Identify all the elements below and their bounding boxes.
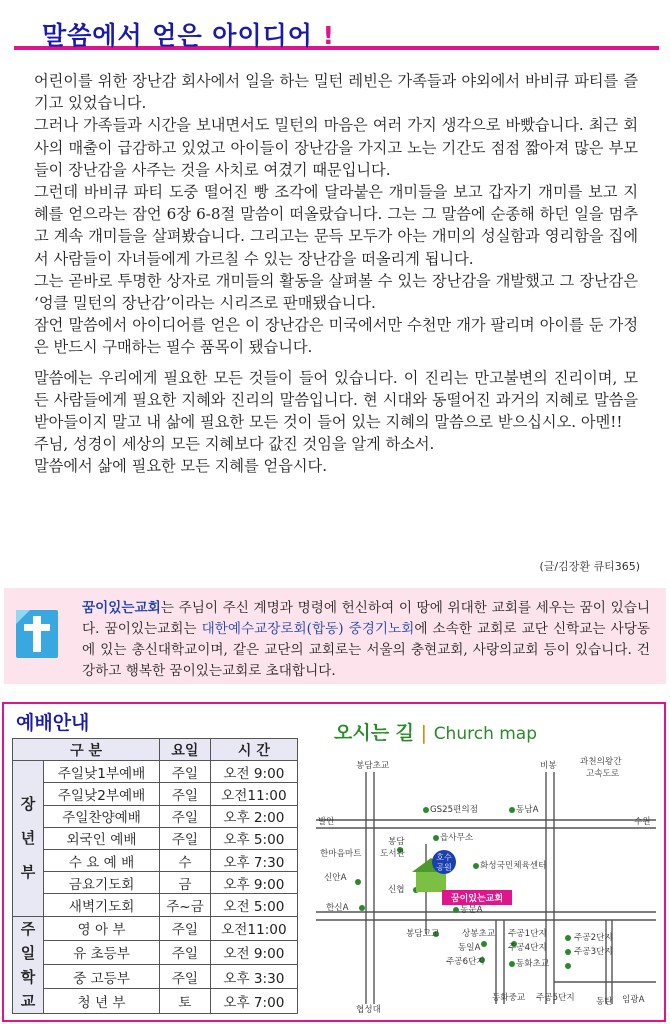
svg-text:주공1단지: 주공1단지: [508, 929, 547, 939]
page-title: 말씀에서 얻은 아이디어 !: [42, 21, 336, 50]
svg-text:한신A: 한신A: [326, 903, 349, 913]
service-day: 토: [160, 989, 211, 1013]
svg-text:수원: 수원: [634, 817, 651, 827]
paragraph: 그런데 바비큐 파티 도중 떨어진 빵 조각에 달라붙은 개미들을 보고 갑자기 개미를 보고 지혜를 얻으라는 잠언 6장 6-8절 말씀이 떠올랐습니다. 그는 그 말씀에 순종해 하던 일을 멈추고 계속 개미들을 살펴봤습니다. 그리고는 문득 모두가 아는 개미의 성실함과 영리함을 집에서 사람들이 자녀들에게 가르칠 수 있는 장난감을 떠올리게 됩니다.: [34, 183, 638, 268]
svg-text:읍사무소: 읍사무소: [440, 833, 474, 843]
map-title: 오시는 길 | Church map: [334, 722, 538, 744]
svg-text:동일A: 동일A: [458, 943, 481, 953]
paragraph: 그는 곧바로 투명한 상자로 개미들의 활동을 살펴볼 수 있는 장난감을 개발했고 그 장난감은 ‘엉클 밀턴의 장난감’이라는 시리즈로 판매됐습니다.: [34, 271, 638, 313]
header-category: 구 분: [13, 739, 160, 761]
service-name: 중 고등부: [44, 965, 160, 989]
service-time: 오전11:00: [210, 783, 297, 805]
svg-text:동화중교: 동화중교: [492, 993, 526, 1003]
svg-text:봉담고교: 봉담고교: [406, 929, 440, 939]
service-time: 오후 7:00: [210, 989, 297, 1013]
svg-text:협성대: 협성대: [356, 1005, 381, 1015]
service-day: 주일: [160, 965, 211, 989]
svg-text:한마음마트: 한마음마트: [320, 849, 362, 859]
paragraph: 그러나 가족들과 시간을 보내면서도 밀턴의 마음은 여러 가지 생각으로 바빴습니다. 최근 회사의 매출이 급감하고 있었고 아이들이 장난감을 가지고 노는 기간도 점점 짧아져 많은 부모들이 장난감을 사주는 것을 사치로 여겼기 때문입니다.: [34, 116, 638, 179]
service-day: 주~금: [160, 894, 211, 916]
svg-text:봉담: 봉담: [388, 837, 405, 847]
svg-text:주공5단지: 주공5단지: [536, 993, 575, 1003]
svg-text:화성국민체육센터: 화성국민체육센터: [480, 861, 547, 871]
denomination: 대한예수교장로회(합동) 중경기노회: [201, 621, 415, 637]
service-day: 주일: [160, 761, 211, 783]
service-day: 주일: [160, 940, 211, 964]
service-day: 주일: [160, 783, 211, 805]
svg-text:고속도로: 고속도로: [586, 769, 620, 779]
service-day: 금: [160, 872, 211, 894]
service-time: 오전 9:00: [210, 761, 297, 783]
service-time: 오전 9:00: [210, 940, 297, 964]
service-time: 오후 5:00: [210, 827, 297, 849]
article-body: [34, 70, 638, 478]
svg-text:주공6단지: 주공6단지: [446, 957, 485, 967]
worship-title: 예배안내: [16, 712, 90, 734]
svg-text:동화초교: 동화초교: [516, 959, 550, 969]
service-name: 수 요 예 배: [44, 849, 160, 871]
svg-text:상봉초교: 상봉초교: [462, 929, 496, 939]
service-time: 오후 2:00: [210, 805, 297, 827]
service-day: 주일: [160, 827, 211, 849]
svg-text:과천의왕간: 과천의왕간: [580, 757, 622, 767]
service-name: 주일낮1부예배: [44, 761, 160, 783]
service-time: 오후 3:30: [210, 965, 297, 989]
svg-text:공원: 공원: [436, 863, 452, 872]
svg-text:신협: 신협: [388, 885, 405, 895]
church-intro-band: [4, 588, 666, 684]
service-time: 오후 9:00: [210, 872, 297, 894]
worship-schedule-table: [12, 738, 298, 1014]
svg-text:동문A: 동문A: [460, 905, 483, 915]
service-name: 청 년 부: [44, 989, 160, 1013]
cross-icon: [16, 610, 58, 658]
service-name: 유 초등부: [44, 940, 160, 964]
service-name: 외국인 예배: [44, 827, 160, 849]
service-time: 오전11:00: [210, 916, 297, 940]
church-intro-text: 꿈이있는교회는 주님이 주신 계명과 명령에 헌신하여 이 땅에 위대한 교회를 세우는 꿈이 있습니다. 꿈이있는교회는 대한예수교장로회(합동) 중경기노회에 소속한 교회로 교단 신학교는 사당동에 있는 총신대학교이며, 같은 교단의 교회로는 서울의 충현교회, 사랑의교회 등이 있습니다. 건강하고 행복한 꿈이있는교회로 초대합니다.: [82, 600, 650, 679]
svg-text:주공2단지: 주공2단지: [574, 933, 613, 943]
paragraph: 말씀에서 삶에 필요한 모든 지혜를 얻읍시다.: [34, 457, 328, 476]
service-name: 영 아 부: [44, 916, 160, 940]
svg-text:주공3단지: 주공3단지: [574, 947, 613, 957]
info-panel: [2, 702, 666, 1022]
svg-text:신안A: 신안A: [324, 873, 347, 883]
service-name: 새벽기도회: [44, 894, 160, 916]
church-map: [316, 754, 664, 1020]
header-day: 요일: [160, 739, 211, 761]
service-day: 주일: [160, 805, 211, 827]
svg-text:봉담초교: 봉담초교: [356, 761, 390, 771]
author-credit: (글/김장환 큐티365): [539, 560, 640, 573]
svg-text:호수: 호수: [436, 853, 452, 862]
svg-text:임광A: 임광A: [622, 995, 645, 1005]
paragraph: 말씀에는 우리에게 필요한 모든 것들이 들어 있습니다. 이 진리는 만고불변의 진리이며, 모든 사람들에게 필요한 지혜와 진리의 말씀입니다. 현 시대와 동떨어진 과거의 지혜로 말씀을 받아들이지 말고 내 삶에 필요한 모든 것이 들어 있는 지혜의 말씀으로 받으십시오. 아멘!!: [34, 368, 638, 432]
svg-text:도서관: 도서관: [380, 849, 405, 859]
paragraph: 잠언 말씀에서 아이디어를 얻은 이 장난감은 미국에서만 수천만 개가 팔리며 아이를 둔 가정은 반드시 구매하는 필수 품목이 됐습니다.: [34, 316, 638, 357]
service-time: 오후 7:30: [210, 849, 297, 871]
header-time: 시 간: [210, 739, 297, 761]
church-name: 꿈이있는교회: [82, 600, 161, 616]
svg-text:동남A: 동남A: [516, 805, 539, 815]
svg-text:GS25편의점: GS25편의점: [430, 805, 478, 815]
paragraph: 주님, 성경이 세상의 모든 지혜보다 값진 것임을 알게 하소서.: [34, 435, 435, 454]
service-name: 금요기도회: [44, 872, 160, 894]
service-time: 오전 5:00: [210, 894, 297, 916]
svg-text:비봉: 비봉: [540, 761, 557, 771]
service-name: 주일낮2부예배: [44, 783, 160, 805]
svg-text:발안: 발안: [318, 817, 335, 827]
paragraph: 어린이를 위한 장난감 회사에서 일을 하는 밀턴 레빈은 가족들과 야외에서 바비큐 파티를 즐기고 있었습니다.: [34, 72, 638, 113]
group-sunday-school: 주 일 학 교: [13, 916, 44, 1013]
svg-text:꿈이있는교회: 꿈이있는교회: [450, 894, 504, 904]
group-adult: 장 년 부: [13, 761, 44, 916]
section-header: [14, 12, 659, 50]
service-day: 주일: [160, 916, 211, 940]
service-name: 주일찬양예배: [44, 805, 160, 827]
svg-text:동탄: 동탄: [596, 997, 613, 1007]
svg-text:주공4단지: 주공4단지: [508, 943, 547, 953]
service-day: 수: [160, 849, 211, 871]
